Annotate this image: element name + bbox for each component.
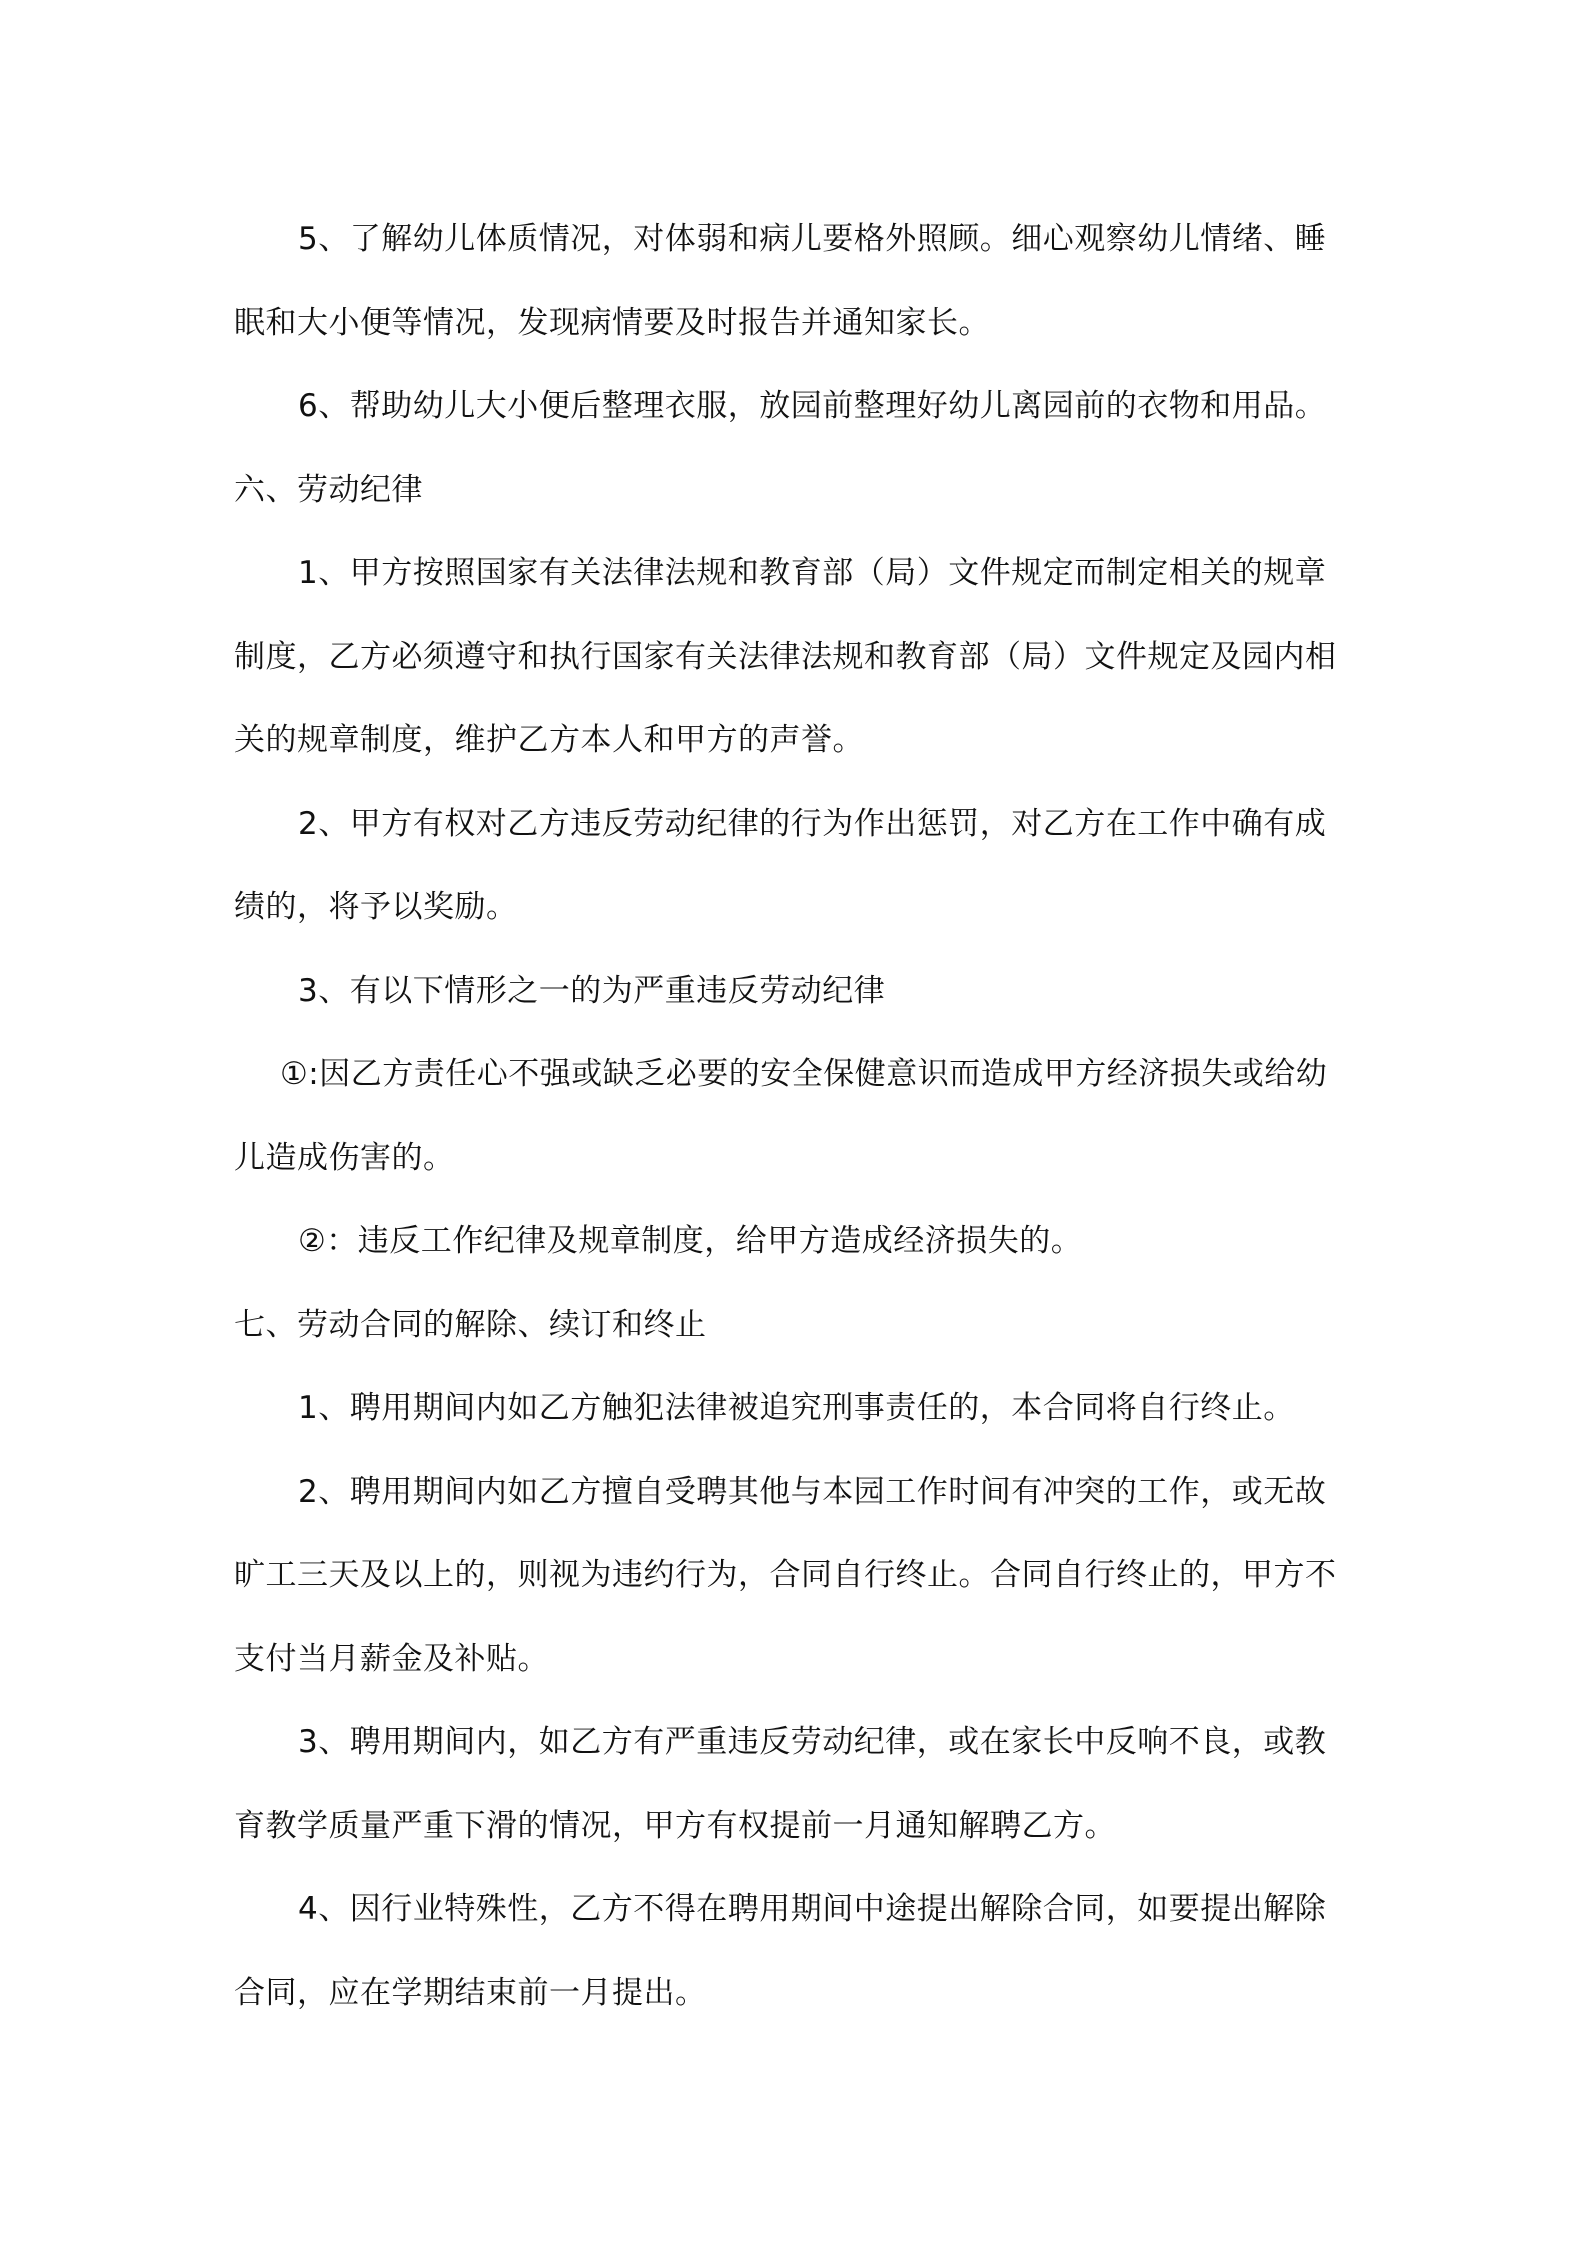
text-line: 育教学质量严重下滑的情况，甲方有权提前一月通知解聘乙方。 [234, 1807, 1116, 1844]
text-line: 支付当月薪金及补贴。 [234, 1640, 549, 1677]
section-heading: 六、劳动纪律 [234, 471, 423, 508]
text-line: 制度，乙方必须遵守和执行国家有关法律法规和教育部（局）文件规定及园内相 [234, 638, 1337, 675]
text-line: 1、甲方按照国家有关法律法规和教育部（局）文件规定而制定相关的规章 [298, 555, 1327, 591]
text-line: ②：违反工作纪律及规章制度，给甲方造成经济损失的。 [298, 1223, 1083, 1259]
text-line: 2、聘用期间内如乙方擅自受聘其他与本园工作时间有冲突的工作，或无故 [298, 1473, 1327, 1510]
text-line: 关的规章制度，维护乙方本人和甲方的声誉。 [234, 722, 864, 758]
text-line: 儿造成伤害的。 [234, 1139, 455, 1176]
text-line: 3、有以下情形之一的为严重违反劳动纪律 [298, 972, 886, 1009]
text-line: 5、了解幼儿体质情况，对体弱和病儿要格外照顾。细心观察幼儿情绪、睡 [298, 221, 1327, 257]
text-line: 眠和大小便等情况，发现病情要及时报告并通知家长。 [234, 304, 990, 341]
section-heading: 七、劳动合同的解除、续订和终止 [234, 1306, 707, 1343]
text-line: 绩的，将予以奖励。 [234, 889, 518, 925]
text-line: 旷工三天及以上的，则视为违约行为，合同自行终止。合同自行终止的，甲方不 [234, 1557, 1337, 1593]
text-line: 2、甲方有权对乙方违反劳动纪律的行为作出惩罚，对乙方在工作中确有成 [298, 805, 1327, 842]
document-body [234, 198, 1359, 2035]
text-line: ①:因乙方责任心不强或缺乏必要的安全保健意识而造成甲方经济损失或给幼 [280, 1056, 1328, 1092]
text-line: 1、聘用期间内如乙方触犯法律被追究刑事责任的，本合同将自行终止。 [298, 1390, 1295, 1426]
text-line: 合同，应在学期结束前一月提出。 [234, 1974, 707, 2011]
text-line: 3、聘用期间内，如乙方有严重违反劳动纪律，或在家长中反响不良，或教 [298, 1724, 1327, 1760]
text-line: 6、帮助幼儿大小便后整理衣服，放园前整理好幼儿离园前的衣物和用品。 [298, 388, 1327, 424]
text-line: 4、因行业特殊性，乙方不得在聘用期间中途提出解除合同，如要提出解除 [298, 1891, 1327, 1927]
